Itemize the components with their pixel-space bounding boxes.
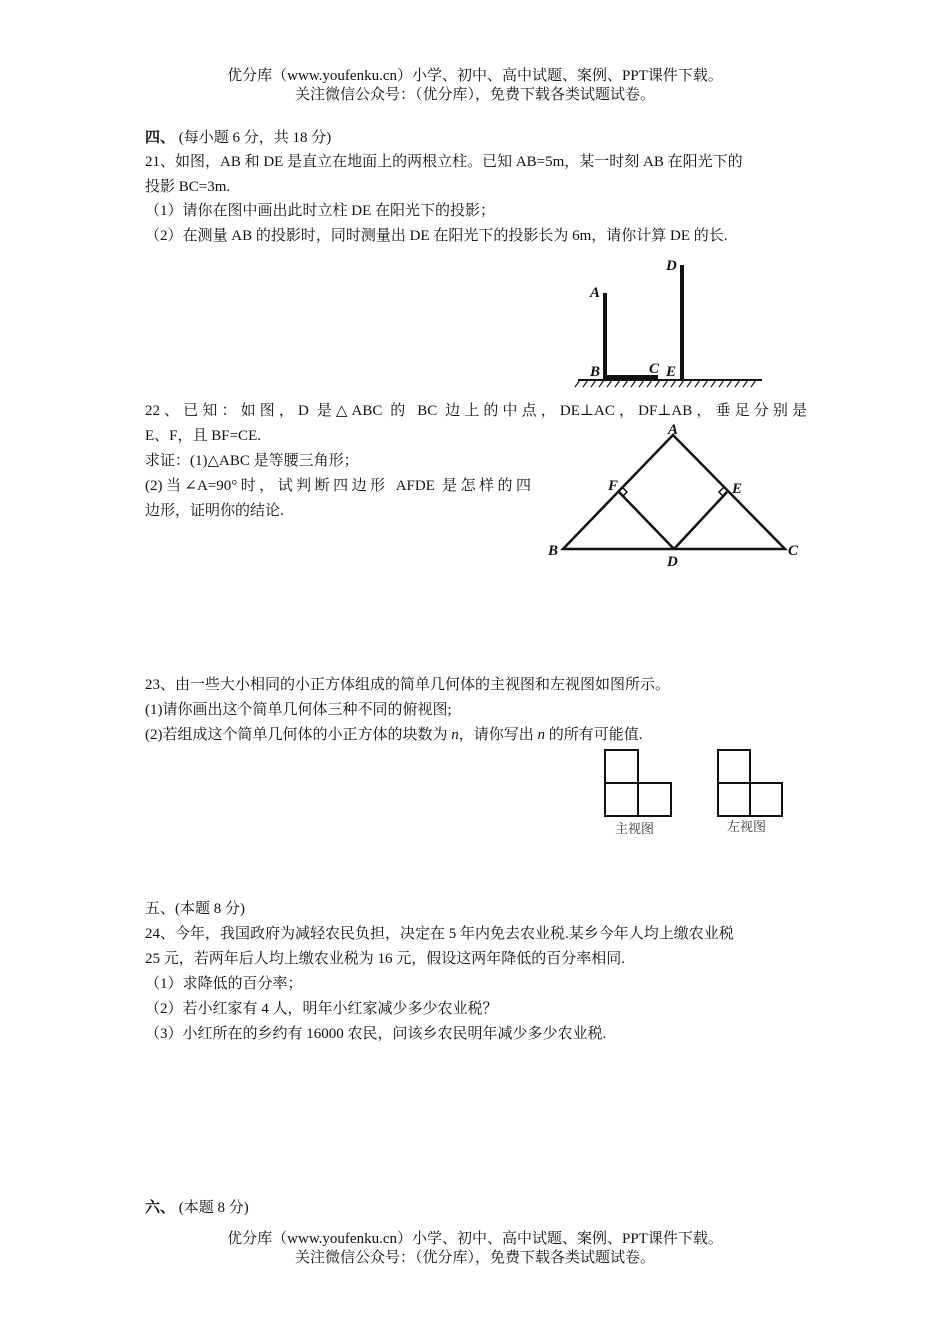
label-e: E: [732, 481, 743, 497]
footer-line-2: 关注微信公众号：（优分库），免费下载各类试题试卷。: [294, 1250, 655, 1266]
q23-variable-n: n: [451, 727, 459, 743]
q21-line-1: 21、如图，AB 和 DE 是直立在地面上的两根立柱。已知 AB=5m，某一时刻 AB 在阳光下的: [145, 154, 743, 170]
front-view-caption: 主视图: [615, 822, 655, 837]
q22-line-4: (2)当∠A=90°时，试判断四边形 AFDE 是怎样的四: [145, 478, 531, 494]
section-6-numeral: 六、: [145, 1200, 176, 1216]
ground-hatching: [575, 380, 756, 387]
front-view: [605, 750, 671, 816]
q21-line-4: （2）在测量 AB 的投影时，同时测量出 DE 在阳光下的投影长为 6m，请你计算 DE 的长.: [145, 228, 728, 244]
label-d: D: [667, 554, 678, 570]
q24-line-1: 24、今年，我国政府为减轻农民负担，决定在 5 年内免去农业税.某乡今年人均上缴农业税: [145, 926, 734, 942]
section-4-numeral: 四、: [145, 130, 176, 146]
q22-line-1: 22、已知：如图，D 是△ABC 的 BC 边上的中点，DE⊥AC，DF⊥AB，垂足分别是: [145, 403, 807, 419]
footer-line-1: 优分库（www.youfenku.cn）小学、初中、高中试题、案例、PPT课件下载。: [227, 1231, 723, 1247]
segment-de: [674, 492, 727, 549]
q22-figure: [545, 420, 810, 570]
label-e: E: [666, 364, 677, 380]
triangle-abc: [563, 435, 785, 549]
section-4-title: (每小题 6 分，共 18 分): [178, 130, 332, 146]
section-4-heading: [145, 128, 331, 148]
q22-line-3: 求证：(1)△ABC 是等腰三角形；: [145, 453, 359, 469]
q22-line-5: 边形，证明你的结论.: [145, 503, 284, 519]
q21-line-2: 投影 BC=3m.: [145, 179, 231, 195]
q22-line-2: E、F，且 BF=CE.: [145, 428, 261, 444]
q23-variable-n-2: n: [537, 727, 546, 743]
label-b: B: [590, 364, 601, 380]
q21-figure: [570, 255, 770, 390]
q23-figure: [600, 745, 790, 840]
label-f: F: [608, 478, 619, 494]
section-6-heading: [145, 1198, 249, 1218]
q23-line-3-c: 的所有可能值.: [545, 727, 643, 743]
q23-line-1: 23、由一些大小相同的小正方体组成的简单几何体的主视图和左视图如图所示。: [145, 677, 671, 693]
q23-line-3-b: ，请你写出: [458, 727, 538, 743]
label-c: C: [788, 543, 799, 559]
label-a: A: [668, 422, 679, 438]
q24-line-4: （2）若小红家有 4 人，明年小红家减少多少农业税？: [145, 1001, 498, 1017]
right-angle-f: [622, 487, 627, 497]
q23-line-3-a: (2)若组成这个简单几何体的小正方体的块数为: [145, 727, 452, 743]
q24-line-3: （1）求降低的百分率；: [145, 976, 303, 992]
right-angle-e: [719, 487, 724, 497]
q23-line-3: [145, 725, 643, 745]
header-line-1: 优分库（www.youfenku.cn）小学、初中、高中试题、案例、PPT课件下载。: [227, 68, 723, 84]
label-c: C: [649, 361, 660, 377]
label-a: A: [590, 285, 601, 301]
label-d: D: [666, 258, 677, 274]
q23-line-2: (1)请你画出这个简单几何体三种不同的俯视图;: [145, 702, 452, 718]
left-view: [718, 750, 782, 816]
left-view-caption: 左视图: [727, 820, 767, 835]
header-line-2: 关注微信公众号：（优分库），免费下载各类试题试卷。: [294, 87, 655, 103]
segment-df: [619, 492, 674, 549]
q24-line-2: 25 元，若两年后人均上缴农业税为 16 元，假设这两年降低的百分率相同.: [145, 951, 626, 967]
section-6-title: (本题 8 分): [178, 1200, 249, 1216]
section-5-heading: 五、(本题 8 分): [145, 901, 245, 917]
label-b: B: [548, 543, 559, 559]
q24-line-5: （3）小红所在的乡约有 16000 农民，问该乡农民明年减少多少农业税.: [145, 1026, 607, 1042]
q21-line-3: （1）请你在图中画出此时立柱 DE 在阳光下的投影；: [145, 203, 495, 219]
